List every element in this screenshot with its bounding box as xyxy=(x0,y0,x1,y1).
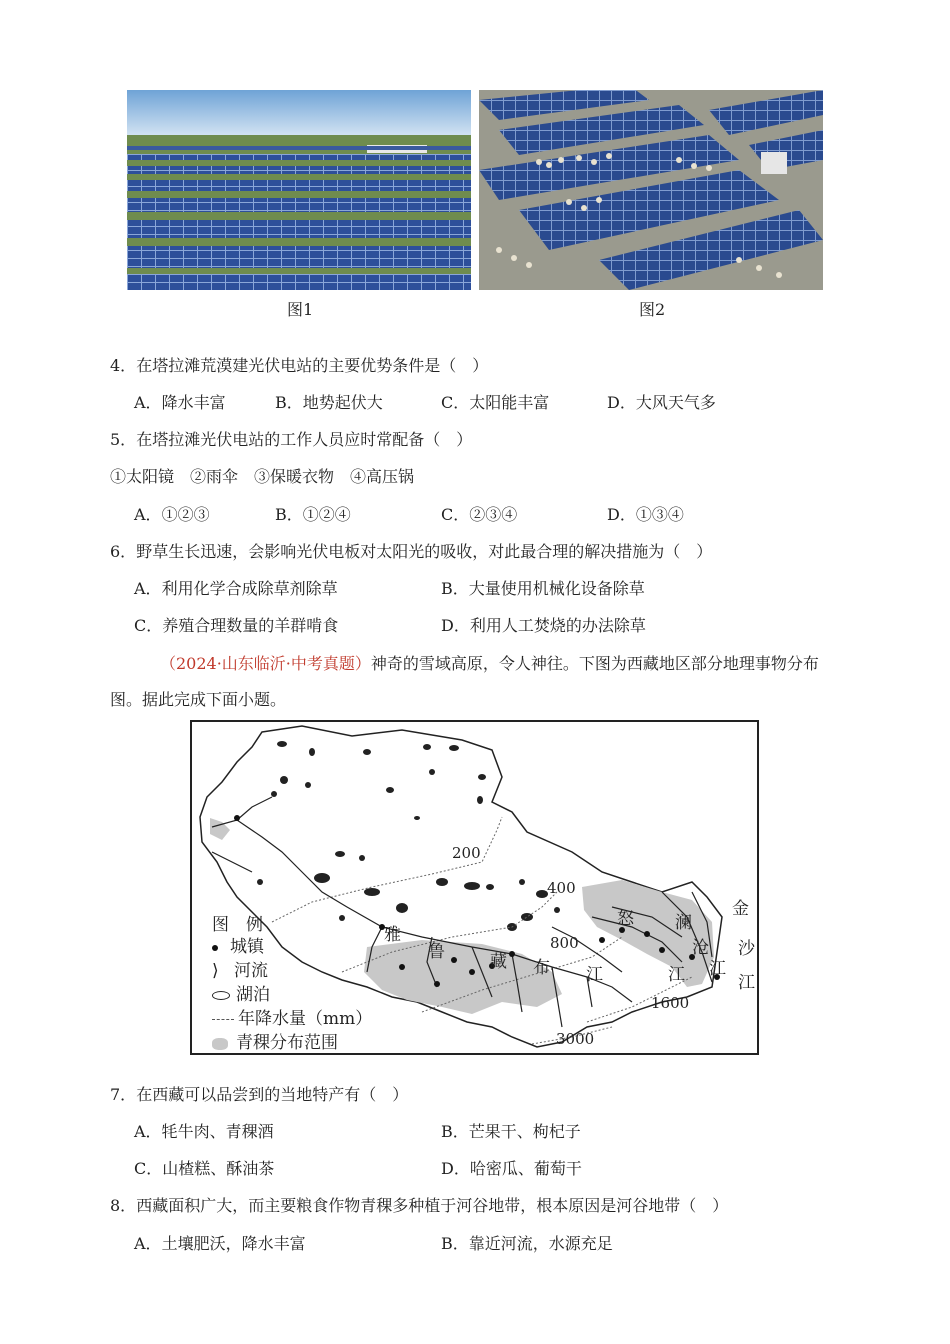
river-label-jinsha-jiang: 江 xyxy=(738,973,755,993)
river-label-jiang: 江 xyxy=(586,965,603,985)
question-4-stem: 4．在塔拉滩荒漠建光伏电站的主要优势条件是（ ） xyxy=(110,356,489,375)
river-label-bu: 布 xyxy=(533,958,550,978)
river-label-nu-jiang: 江 xyxy=(668,965,685,985)
legend-item-town: 城镇 xyxy=(212,932,264,957)
legend-item-barley: 青稞分布范围 xyxy=(212,1028,338,1053)
river-label-jin: 金 xyxy=(732,899,749,919)
river-label-sha: 沙 xyxy=(738,939,755,959)
legend-item-lake: 湖泊 xyxy=(212,980,270,1005)
question-7-option-d[interactable]: D．哈密瓜、葡萄干 xyxy=(441,1159,582,1178)
question-6-option-b[interactable]: B．大量使用机械化设备除草 xyxy=(441,579,645,598)
lake-symbol-icon xyxy=(212,991,230,1000)
barley-area-icon xyxy=(212,1038,228,1050)
river-label-zang: 藏 xyxy=(490,952,507,972)
solar-farm-photo-2 xyxy=(479,90,823,290)
question-4-option-a[interactable]: A．降水丰富 xyxy=(134,393,226,412)
isohyet-symbol-icon xyxy=(212,1019,234,1020)
question-5-option-a[interactable]: A．①②③ xyxy=(134,505,210,524)
isohyet-label-400: 400 xyxy=(547,879,576,897)
river-label-ya: 雅 xyxy=(384,925,401,945)
question-5-option-c[interactable]: C．②③④ xyxy=(441,505,518,524)
isohyet-label-800: 800 xyxy=(550,934,579,952)
figure-1-caption: 图1 xyxy=(287,300,314,319)
solar-farm-photo-1 xyxy=(127,90,471,290)
figure-2-caption: 图2 xyxy=(639,300,666,319)
intro-line-1: （2024·山东临沂·中考真题）神奇的雪域高原，令人神往。下图为西藏地区部分地理事物分布 xyxy=(160,654,819,673)
river-label-lan: 澜 xyxy=(675,913,692,933)
question-6-option-c[interactable]: C．养殖合理数量的羊群啃食 xyxy=(134,616,339,635)
question-4-option-d[interactable]: D．大风天气多 xyxy=(607,393,716,412)
legend-item-precipitation: 年降水量（mm） xyxy=(212,1004,372,1029)
question-6-option-a[interactable]: A．利用化学合成除草剂除草 xyxy=(134,579,338,598)
question-7-option-a[interactable]: A．牦牛肉、青稞酒 xyxy=(134,1122,274,1141)
town-marker-icon xyxy=(212,945,218,951)
question-7-option-c[interactable]: C．山楂糕、酥油茶 xyxy=(134,1159,275,1178)
river-label-nu: 怒 xyxy=(617,909,634,929)
isohyet-label-3000: 3000 xyxy=(556,1030,595,1048)
question-8-stem: 8．西藏面积广大，而主要粮食作物青稞多种植于河谷地带，根本原因是河谷地带（ ） xyxy=(110,1196,729,1215)
question-7-stem: 7．在西藏可以品尝到的当地特产有（ ） xyxy=(110,1085,409,1104)
legend-item-river: ⟩ 河流 xyxy=(212,961,268,981)
question-8-option-a[interactable]: A．土壤肥沃，降水丰富 xyxy=(134,1234,306,1253)
question-5-option-b[interactable]: B．①②④ xyxy=(275,505,351,524)
river-symbol-icon: ⟩ xyxy=(212,961,219,981)
source-tag: （2024·山东临沂·中考真题） xyxy=(160,654,371,673)
question-4-option-b[interactable]: B．地势起伏大 xyxy=(275,393,383,412)
river-label-lu: 鲁 xyxy=(428,942,445,962)
question-8-option-b[interactable]: B．靠近河流，水源充足 xyxy=(441,1234,613,1253)
river-label-lancang-jiang: 江 xyxy=(709,959,726,979)
intro-line-2: 图。据此完成下面小题。 xyxy=(110,690,287,709)
river-label-cang: 沧 xyxy=(692,938,709,958)
isohyet-label-200: 200 xyxy=(452,844,481,862)
question-6-option-d[interactable]: D．利用人工焚烧的办法除草 xyxy=(441,616,646,635)
question-5-stem: 5．在塔拉滩光伏电站的工作人员应时常配备（ ） xyxy=(110,430,473,449)
question-6-stem: 6．野草生长迅速，会影响光伏电板对太阳光的吸收，对此最合理的解决措施为（ ） xyxy=(110,542,713,561)
question-5-items: ①太阳镜 ②雨伞 ③保暖衣物 ④高压锅 xyxy=(110,467,415,486)
question-7-option-b[interactable]: B．芒果干、枸杞子 xyxy=(441,1122,581,1141)
legend-title: 图 例 xyxy=(212,915,263,935)
question-4-option-c[interactable]: C．太阳能丰富 xyxy=(441,393,550,412)
tibet-map xyxy=(190,720,759,1055)
isohyet-label-1600: 1600 xyxy=(651,994,690,1012)
question-5-option-d[interactable]: D．①③④ xyxy=(607,505,684,524)
